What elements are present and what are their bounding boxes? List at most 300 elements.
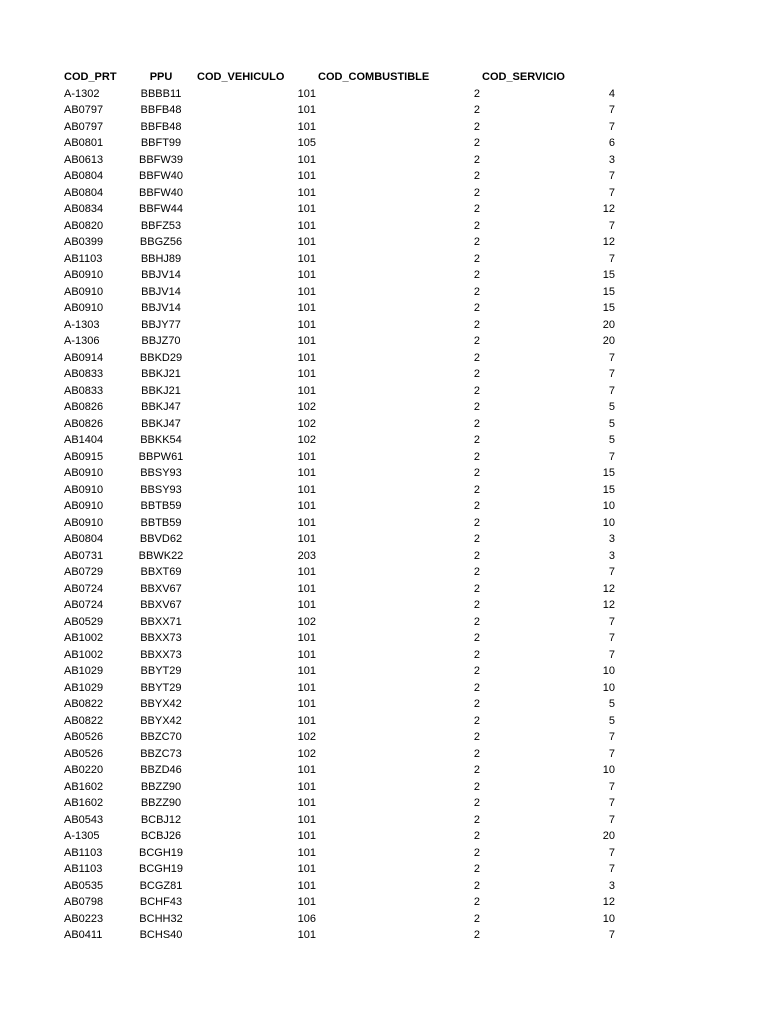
cell-cod-prt: AB1103 — [64, 846, 103, 859]
cell-cod-vehiculo: 101 — [297, 483, 316, 496]
table-row — [0, 746, 768, 763]
cell-cod-prt: AB1002 — [64, 648, 104, 661]
cell-ppu: BBXV67 — [140, 582, 182, 595]
cell-cod-servicio: 20 — [602, 318, 615, 331]
cell-cod-combustible: 2 — [473, 929, 480, 941]
cell-cod-vehiculo: 101 — [297, 632, 316, 644]
cell-cod-servicio: 6 — [608, 137, 615, 149]
table-row — [0, 663, 768, 680]
table-row — [0, 729, 768, 746]
cell-cod-servicio: 7 — [608, 252, 615, 265]
cell-ppu: BBFW40 — [138, 170, 183, 182]
cell-cod-prt: AB0526 — [64, 731, 104, 743]
cell-cod-combustible: 2 — [473, 615, 480, 628]
cell-cod-prt: AB1602 — [64, 797, 104, 809]
cell-cod-servicio: 5 — [608, 698, 615, 710]
table-row — [0, 614, 768, 631]
cell-ppu: BBJV14 — [141, 285, 181, 298]
table-row — [0, 680, 768, 697]
cell-cod-combustible: 2 — [473, 665, 480, 677]
cell-cod-prt: AB0910 — [64, 285, 104, 298]
cell-cod-combustible: 2 — [473, 417, 480, 430]
cell-cod-servicio: 7 — [608, 813, 615, 826]
cell-ppu: BBWK22 — [138, 549, 184, 562]
table-row — [0, 201, 768, 218]
cell-cod-servicio: 12 — [602, 582, 615, 595]
cell-cod-prt: AB0529 — [64, 615, 104, 628]
cell-cod-servicio: 7 — [608, 846, 615, 859]
cell-cod-combustible: 2 — [473, 912, 480, 925]
cell-cod-servicio: 5 — [608, 434, 615, 446]
cell-ppu: BBKJ47 — [141, 417, 181, 430]
table-body — [0, 86, 768, 944]
cell-cod-prt: A-1306 — [64, 335, 100, 347]
cell-cod-servicio: 7 — [608, 104, 615, 116]
cell-cod-servicio: 20 — [602, 830, 615, 842]
cell-cod-vehiculo: 102 — [297, 417, 316, 430]
header-cod-prt: COD_PRT — [64, 71, 117, 83]
cell-cod-servicio: 10 — [602, 516, 615, 529]
table-row — [0, 713, 768, 730]
cell-ppu: BCGH19 — [138, 863, 184, 875]
cell-cod-prt: AB0833 — [64, 384, 104, 397]
cell-cod-servicio: 12 — [602, 896, 615, 908]
cell-cod-prt: AB0822 — [64, 698, 104, 710]
cell-ppu: BBZZ90 — [140, 797, 182, 809]
cell-cod-vehiculo: 101 — [297, 714, 316, 727]
cell-cod-prt: AB0724 — [64, 582, 104, 595]
cell-cod-servicio: 7 — [608, 780, 615, 793]
table-row — [0, 267, 768, 284]
table-row — [0, 564, 768, 581]
table-row — [0, 515, 768, 532]
cell-ppu: BBTB59 — [140, 500, 182, 512]
cell-cod-combustible: 2 — [473, 285, 480, 298]
table-row — [0, 795, 768, 812]
cell-cod-vehiculo: 101 — [297, 120, 316, 133]
cell-cod-servicio: 7 — [608, 384, 615, 397]
cell-cod-servicio: 7 — [608, 450, 615, 463]
table-row — [0, 531, 768, 548]
cell-cod-prt: AB0731 — [64, 549, 104, 562]
cell-cod-vehiculo: 102 — [297, 401, 316, 413]
table-row — [0, 135, 768, 152]
cell-cod-combustible: 2 — [473, 731, 480, 743]
table-row — [0, 152, 768, 169]
cell-cod-servicio: 15 — [602, 285, 615, 298]
cell-ppu: BBSY93 — [140, 467, 182, 479]
cell-cod-vehiculo: 101 — [297, 219, 316, 232]
cell-cod-vehiculo: 101 — [297, 582, 316, 595]
cell-cod-vehiculo: 101 — [297, 846, 316, 859]
cell-cod-prt: AB0804 — [64, 533, 104, 545]
cell-cod-prt: AB0914 — [64, 351, 104, 364]
cell-ppu: BBYT29 — [140, 681, 182, 694]
cell-cod-prt: AB0910 — [64, 467, 104, 479]
cell-cod-combustible: 2 — [473, 203, 480, 215]
cell-cod-vehiculo: 101 — [297, 186, 316, 199]
cell-cod-prt: AB0910 — [64, 302, 104, 314]
table-row — [0, 350, 768, 367]
cell-cod-servicio: 3 — [608, 879, 615, 892]
cell-cod-servicio: 7 — [608, 219, 615, 232]
cell-cod-servicio: 10 — [602, 912, 615, 925]
cell-cod-combustible: 2 — [473, 318, 480, 331]
cell-cod-servicio: 15 — [602, 269, 615, 281]
cell-cod-prt: AB0613 — [64, 153, 104, 166]
cell-cod-combustible: 2 — [473, 797, 480, 809]
cell-cod-combustible: 2 — [473, 219, 480, 232]
cell-ppu: BBKK54 — [140, 434, 182, 446]
cell-ppu: BCGZ81 — [139, 879, 183, 892]
table-row — [0, 845, 768, 862]
cell-cod-servicio: 20 — [602, 335, 615, 347]
cell-cod-prt: AB1029 — [64, 681, 104, 694]
cell-cod-combustible: 2 — [473, 830, 480, 842]
cell-cod-vehiculo: 101 — [297, 252, 316, 265]
cell-cod-combustible: 2 — [473, 896, 480, 908]
cell-cod-prt: AB1002 — [64, 632, 104, 644]
header-ppu: PPU — [149, 71, 173, 83]
cell-cod-servicio: 7 — [608, 170, 615, 182]
cell-cod-combustible: 2 — [473, 252, 480, 265]
cell-ppu: BBZD46 — [140, 764, 182, 776]
table-row — [0, 581, 768, 598]
cell-cod-servicio: 7 — [608, 863, 615, 875]
cell-ppu: BBPW61 — [138, 450, 184, 463]
cell-cod-combustible: 2 — [473, 780, 480, 793]
cell-cod-combustible: 2 — [473, 269, 480, 281]
cell-ppu: BCHF43 — [139, 896, 183, 908]
cell-cod-combustible: 2 — [473, 747, 480, 760]
cell-cod-combustible: 2 — [473, 698, 480, 710]
cell-cod-combustible: 2 — [473, 434, 480, 446]
cell-cod-vehiculo: 101 — [297, 797, 316, 809]
cell-ppu: BBFB48 — [140, 120, 182, 133]
cell-cod-vehiculo: 101 — [297, 830, 316, 842]
cell-cod-vehiculo: 101 — [297, 566, 316, 578]
cell-cod-combustible: 2 — [473, 549, 480, 562]
table-row — [0, 696, 768, 713]
cell-cod-prt: AB0826 — [64, 417, 104, 430]
cell-cod-prt: AB0822 — [64, 714, 104, 727]
header-cod-vehiculo: COD_VEHICULO — [197, 71, 285, 83]
cell-cod-combustible: 2 — [473, 566, 480, 578]
cell-cod-vehiculo: 203 — [297, 549, 316, 562]
table-row — [0, 416, 768, 433]
cell-cod-servicio: 7 — [608, 566, 615, 578]
cell-cod-prt: AB0724 — [64, 599, 104, 611]
cell-cod-servicio: 12 — [602, 599, 615, 611]
cell-cod-combustible: 2 — [473, 764, 480, 776]
cell-cod-vehiculo: 101 — [297, 302, 316, 314]
cell-ppu: BBXX71 — [140, 615, 182, 628]
cell-cod-vehiculo: 102 — [297, 615, 316, 628]
cell-cod-vehiculo: 102 — [297, 747, 316, 760]
cell-ppu: BBXV67 — [140, 599, 182, 611]
cell-cod-prt: AB1103 — [64, 863, 103, 875]
cell-ppu: BBXT69 — [140, 566, 182, 578]
cell-cod-vehiculo: 101 — [297, 203, 316, 215]
cell-ppu: BBJV14 — [141, 302, 181, 314]
cell-cod-servicio: 7 — [608, 186, 615, 199]
cell-cod-combustible: 2 — [473, 368, 480, 380]
table-row — [0, 630, 768, 647]
table-row — [0, 812, 768, 829]
cell-cod-servicio: 7 — [608, 929, 615, 941]
cell-cod-servicio: 10 — [602, 764, 615, 776]
cell-cod-combustible: 2 — [473, 648, 480, 661]
cell-cod-combustible: 2 — [473, 153, 480, 166]
cell-cod-vehiculo: 101 — [297, 813, 316, 826]
cell-cod-servicio: 7 — [608, 351, 615, 364]
table-row — [0, 366, 768, 383]
spreadsheet-table — [0, 69, 768, 944]
cell-cod-combustible: 2 — [473, 467, 480, 479]
cell-cod-prt: AB1103 — [64, 252, 103, 265]
cell-ppu: BBFW44 — [138, 203, 183, 215]
cell-cod-prt: AB0411 — [64, 929, 103, 941]
cell-cod-vehiculo: 101 — [297, 863, 316, 875]
cell-cod-prt: AB0797 — [64, 104, 104, 116]
cell-ppu: BBZC73 — [140, 747, 182, 760]
cell-ppu: BBVD62 — [139, 533, 183, 545]
cell-ppu: BBHJ89 — [140, 252, 182, 265]
cell-cod-servicio: 15 — [602, 302, 615, 314]
cell-cod-prt: AB0834 — [64, 203, 104, 215]
cell-cod-servicio: 3 — [608, 153, 615, 166]
cell-cod-vehiculo: 101 — [297, 929, 316, 941]
table-row — [0, 102, 768, 119]
cell-cod-servicio: 5 — [608, 714, 615, 727]
header-cod-servicio: COD_SERVICIO — [482, 71, 565, 83]
cell-ppu: BBZC70 — [140, 731, 182, 743]
cell-cod-vehiculo: 101 — [297, 764, 316, 776]
cell-cod-combustible: 2 — [473, 302, 480, 314]
cell-cod-combustible: 2 — [473, 879, 480, 892]
cell-cod-combustible: 2 — [473, 863, 480, 875]
cell-cod-prt: AB0220 — [64, 764, 104, 776]
cell-cod-servicio: 7 — [608, 615, 615, 628]
cell-cod-prt: AB1029 — [64, 665, 104, 677]
cell-cod-vehiculo: 101 — [297, 467, 316, 479]
cell-cod-combustible: 2 — [473, 450, 480, 463]
cell-cod-prt: AB0223 — [64, 912, 104, 925]
cell-ppu: BBBB11 — [140, 87, 182, 100]
table-row — [0, 548, 768, 565]
table-row — [0, 300, 768, 317]
table-row — [0, 779, 768, 796]
cell-cod-combustible: 2 — [473, 87, 480, 100]
cell-cod-vehiculo: 101 — [297, 153, 316, 166]
table-row — [0, 597, 768, 614]
cell-cod-prt: AB0797 — [64, 120, 104, 133]
cell-ppu: BBZZ90 — [140, 780, 182, 793]
cell-cod-combustible: 2 — [473, 120, 480, 133]
cell-cod-servicio: 3 — [608, 533, 615, 545]
table-row — [0, 218, 768, 235]
cell-ppu: BCGH19 — [138, 846, 184, 859]
cell-cod-combustible: 2 — [473, 516, 480, 529]
cell-ppu: BBFZ53 — [140, 219, 182, 232]
cell-ppu: BBYX42 — [140, 698, 182, 710]
cell-cod-combustible: 2 — [473, 846, 480, 859]
cell-cod-combustible: 2 — [473, 401, 480, 413]
table-row — [0, 432, 768, 449]
cell-cod-combustible: 2 — [473, 186, 480, 199]
cell-cod-combustible: 2 — [473, 236, 480, 248]
table-row — [0, 878, 768, 895]
cell-cod-servicio: 5 — [608, 401, 615, 413]
cell-cod-servicio: 15 — [602, 467, 615, 479]
cell-cod-servicio: 7 — [608, 648, 615, 661]
table-row — [0, 333, 768, 350]
cell-cod-vehiculo: 101 — [297, 648, 316, 661]
table-row — [0, 482, 768, 499]
cell-cod-prt: A-1302 — [64, 87, 100, 100]
cell-cod-servicio: 3 — [608, 549, 615, 562]
cell-ppu: BBYT29 — [140, 665, 182, 677]
cell-cod-vehiculo: 101 — [297, 500, 316, 512]
cell-ppu: BBGZ56 — [139, 236, 183, 248]
cell-cod-vehiculo: 101 — [297, 896, 316, 908]
cell-cod-prt: AB0820 — [64, 219, 104, 232]
cell-ppu: BCHH32 — [139, 912, 183, 925]
cell-ppu: BBFB48 — [140, 104, 182, 116]
cell-cod-prt: AB0910 — [64, 500, 104, 512]
cell-cod-prt: AB1602 — [64, 780, 104, 793]
cell-ppu: BBYX42 — [140, 714, 182, 727]
cell-cod-prt: AB0798 — [64, 896, 104, 908]
cell-cod-prt: AB0833 — [64, 368, 104, 380]
cell-cod-servicio: 10 — [602, 681, 615, 694]
cell-cod-vehiculo: 106 — [297, 912, 316, 925]
cell-cod-vehiculo: 101 — [297, 269, 316, 281]
cell-ppu: BBFW40 — [138, 186, 183, 199]
cell-ppu: BCHS40 — [139, 929, 183, 941]
cell-cod-servicio: 5 — [608, 417, 615, 430]
cell-cod-combustible: 2 — [473, 170, 480, 182]
cell-cod-prt: AB0804 — [64, 170, 104, 182]
cell-ppu: BBTB59 — [140, 516, 182, 529]
cell-cod-servicio: 10 — [602, 500, 615, 512]
table-row — [0, 86, 768, 103]
cell-ppu: BBKD29 — [139, 351, 183, 364]
table-row — [0, 284, 768, 301]
table-row — [0, 647, 768, 664]
cell-cod-servicio: 7 — [608, 368, 615, 380]
cell-cod-vehiculo: 101 — [297, 599, 316, 611]
cell-cod-vehiculo: 101 — [297, 236, 316, 248]
table-row — [0, 911, 768, 928]
cell-cod-prt: A-1305 — [64, 830, 100, 842]
table-row — [0, 498, 768, 515]
cell-cod-combustible: 2 — [473, 137, 480, 149]
cell-cod-vehiculo: 101 — [297, 780, 316, 793]
cell-cod-prt: AB1404 — [64, 434, 104, 446]
cell-cod-prt: AB0910 — [64, 269, 104, 281]
cell-cod-combustible: 2 — [473, 599, 480, 611]
cell-cod-prt: AB0910 — [64, 516, 104, 529]
cell-cod-vehiculo: 101 — [297, 351, 316, 364]
table-row — [0, 168, 768, 185]
cell-ppu: BBFT99 — [140, 137, 182, 149]
cell-cod-prt: AB0915 — [64, 450, 104, 463]
table-row — [0, 861, 768, 878]
cell-cod-vehiculo: 101 — [297, 285, 316, 298]
cell-cod-vehiculo: 101 — [297, 516, 316, 529]
cell-cod-combustible: 2 — [473, 813, 480, 826]
table-row — [0, 894, 768, 911]
cell-cod-prt: AB0801 — [64, 137, 104, 149]
table-row — [0, 399, 768, 416]
cell-ppu: BBXX73 — [140, 632, 182, 644]
cell-ppu: BBJV14 — [141, 269, 181, 281]
cell-ppu: BCBJ26 — [140, 830, 182, 842]
table-header-row — [0, 69, 768, 86]
cell-cod-prt: AB0543 — [64, 813, 104, 826]
table-row — [0, 317, 768, 334]
cell-ppu: BBJZ70 — [141, 335, 181, 347]
cell-cod-combustible: 2 — [473, 384, 480, 397]
table-row — [0, 762, 768, 779]
table-row — [0, 828, 768, 845]
cell-cod-combustible: 2 — [473, 632, 480, 644]
cell-cod-servicio: 4 — [608, 87, 615, 100]
cell-cod-vehiculo: 101 — [297, 318, 316, 331]
cell-cod-prt: AB0804 — [64, 186, 104, 199]
table-row — [0, 185, 768, 202]
cell-cod-servicio: 7 — [608, 797, 615, 809]
cell-ppu: BBFW39 — [138, 153, 183, 166]
cell-cod-vehiculo: 101 — [297, 450, 316, 463]
cell-cod-servicio: 12 — [602, 203, 615, 215]
cell-cod-servicio: 7 — [608, 747, 615, 760]
cell-cod-vehiculo: 102 — [297, 731, 316, 743]
cell-cod-combustible: 2 — [473, 335, 480, 347]
table-row — [0, 251, 768, 268]
cell-cod-prt: AB0910 — [64, 483, 104, 496]
cell-cod-vehiculo: 101 — [297, 665, 316, 677]
header-cod-combustible: COD_COMBUSTIBLE — [318, 71, 430, 83]
cell-ppu: BBKJ21 — [141, 368, 181, 380]
table-row — [0, 927, 768, 944]
table-row — [0, 465, 768, 482]
cell-cod-prt: AB0526 — [64, 747, 104, 760]
cell-ppu: BBJY77 — [141, 318, 181, 331]
cell-cod-vehiculo: 101 — [297, 533, 316, 545]
cell-cod-combustible: 2 — [473, 681, 480, 694]
cell-cod-vehiculo: 101 — [297, 104, 316, 116]
cell-ppu: BBXX73 — [140, 648, 182, 661]
cell-cod-servicio: 10 — [602, 665, 615, 677]
cell-cod-vehiculo: 105 — [297, 137, 316, 149]
cell-cod-servicio: 7 — [608, 731, 615, 743]
cell-ppu: BCBJ12 — [140, 813, 182, 826]
cell-ppu: BBKJ47 — [141, 401, 181, 413]
cell-cod-combustible: 2 — [473, 500, 480, 512]
cell-cod-vehiculo: 101 — [297, 335, 316, 347]
cell-cod-prt: AB0399 — [64, 236, 104, 248]
cell-cod-vehiculo: 101 — [297, 879, 316, 892]
cell-cod-vehiculo: 101 — [297, 170, 316, 182]
cell-cod-vehiculo: 101 — [297, 87, 316, 100]
cell-cod-prt: A-1303 — [64, 318, 100, 331]
cell-cod-combustible: 2 — [473, 483, 480, 496]
table-row — [0, 383, 768, 400]
cell-cod-combustible: 2 — [473, 351, 480, 364]
cell-cod-servicio: 7 — [608, 632, 615, 644]
